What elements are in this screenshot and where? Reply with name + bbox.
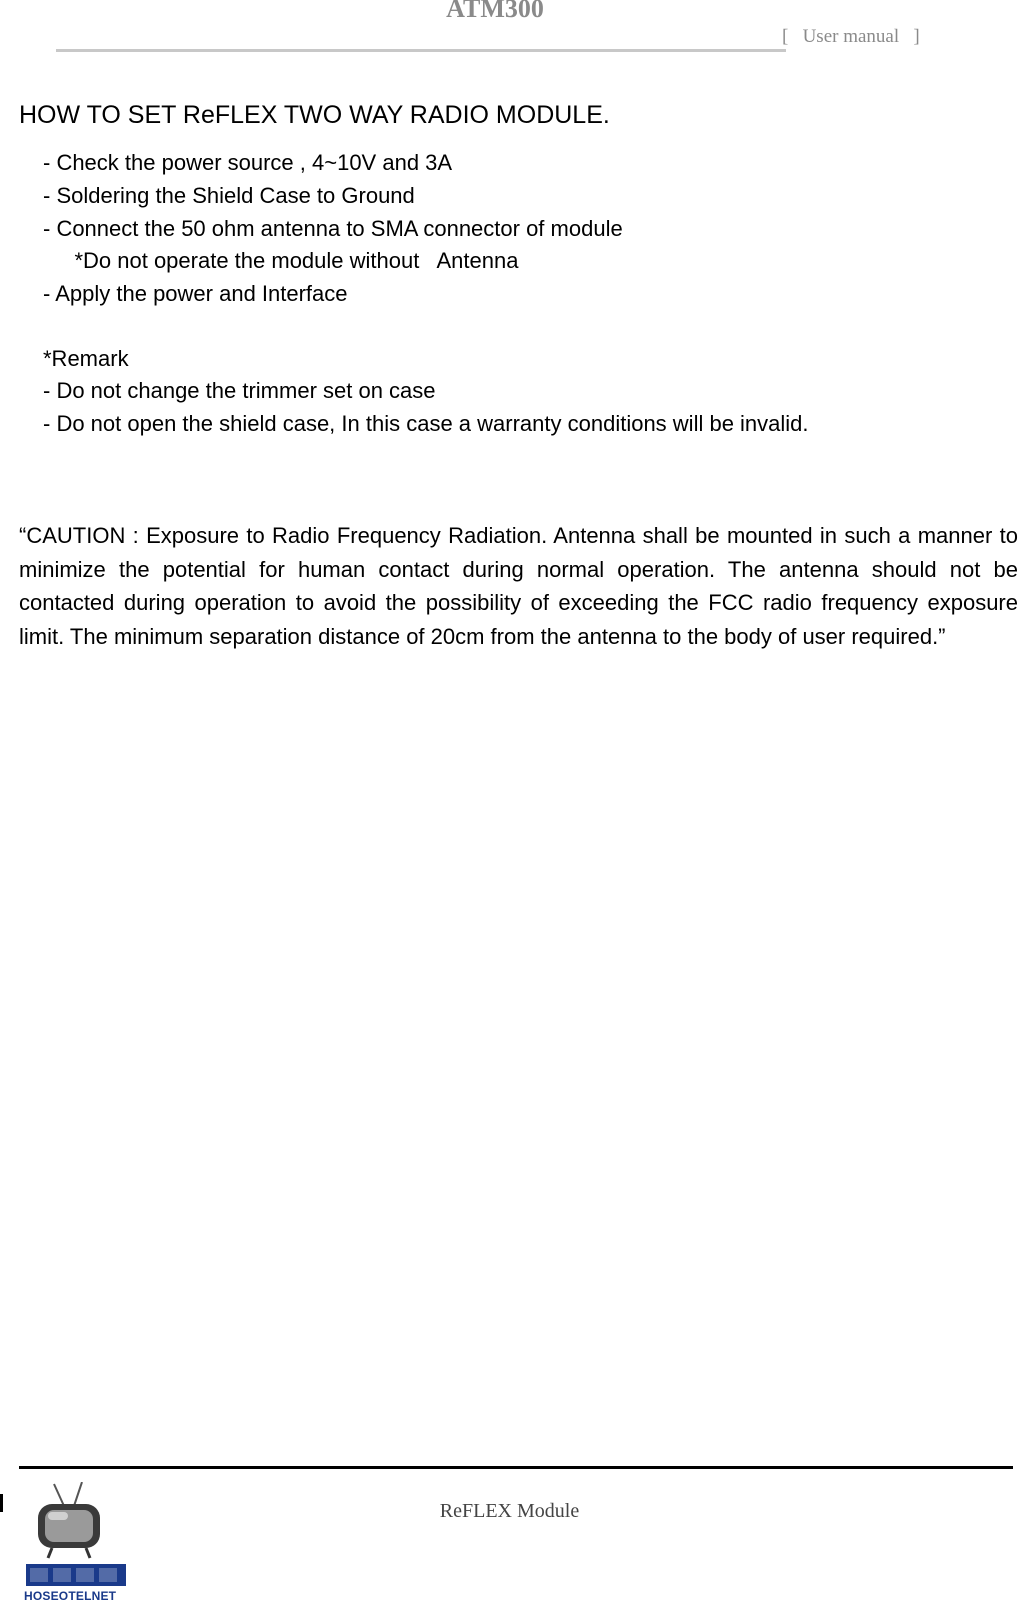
footer-divider <box>19 1466 1013 1469</box>
instruction-line: - Check the power source , 4~10V and 3A <box>43 150 453 175</box>
company-logo <box>22 1482 132 1602</box>
instruction-note: *Do not operate the module without Antenna <box>50 248 519 273</box>
instruction-line: - Connect the 50 ohm antenna to SMA connector of module <box>43 216 623 241</box>
caution-text: “CAUTION : Exposure to Radio Frequency Radiation. Antenna shall be mounted in such a manner to minimize the potential for human contact during normal operation. The antenna should not be contacted during operation to avoid the possibility of exceeding the FCC radio frequency exposure limit. The minimum separation distance of 20cm from the antenna to the body of user required.” <box>19 523 1018 649</box>
document-title: ATM300 <box>446 0 544 23</box>
remark-line: - Do not open the shield case, In this case a warranty conditions will be invalid. <box>43 411 809 436</box>
footer-label: ReFLEX Module <box>439 1500 580 1522</box>
logo-wordmark: HOSEOTELNET <box>24 1589 117 1603</box>
caution-paragraph <box>19 519 1018 653</box>
remark-line: - Do not change the trimmer set on case <box>43 378 436 403</box>
tv-icon <box>22 1482 132 1588</box>
instruction-line: - Soldering the Shield Case to Ground <box>43 183 415 208</box>
instruction-line: - Apply the power and Interface <box>43 281 348 306</box>
remark-title: *Remark <box>43 346 129 371</box>
header-divider <box>56 49 786 52</box>
section-heading: HOW TO SET ReFLEX TWO WAY RADIO MODULE. <box>19 101 610 129</box>
header-section-label: [ User manual ] <box>782 26 920 47</box>
